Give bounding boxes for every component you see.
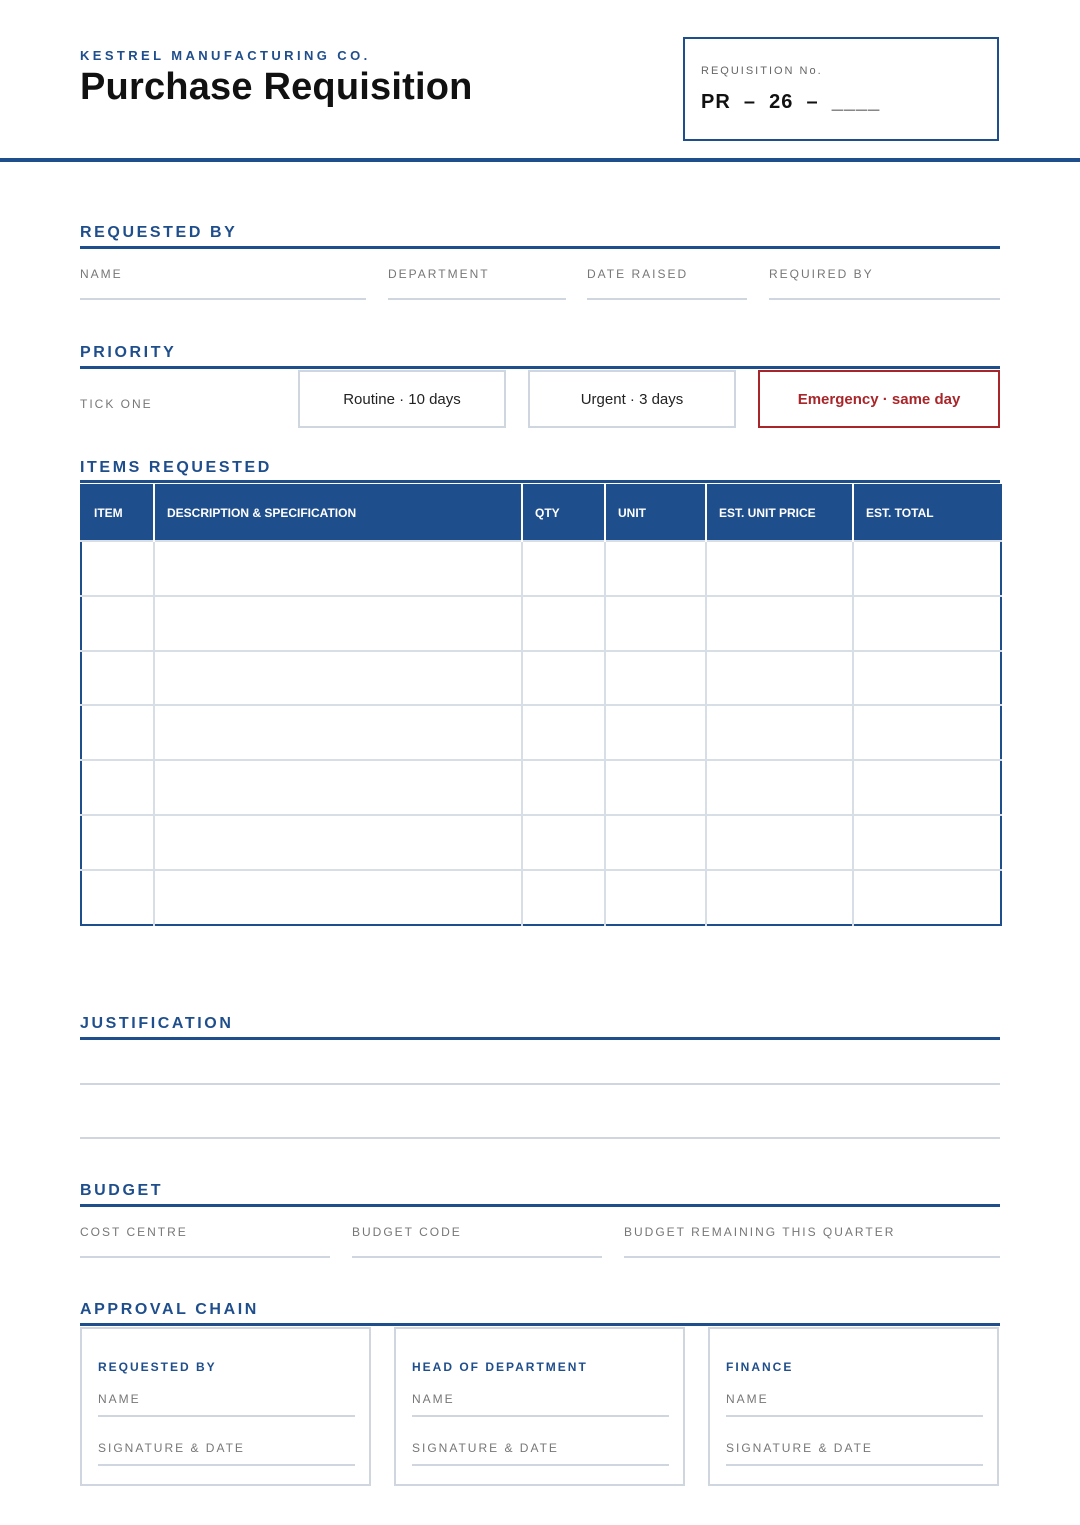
table-row xyxy=(81,651,1001,706)
table-cell[interactable] xyxy=(522,596,605,651)
table-cell[interactable] xyxy=(853,651,1001,706)
column-header-item: ITEM xyxy=(81,485,154,541)
approval-card-title: HEAD OF DEPARTMENT xyxy=(412,1360,588,1374)
approval-signature-label: SIGNATURE & DATE xyxy=(98,1441,245,1455)
requisition-number-box xyxy=(683,37,999,141)
column-header-qty: QTY xyxy=(522,485,605,541)
table-row xyxy=(81,760,1001,815)
column-header-unit-price: EST. UNIT PRICE xyxy=(706,485,853,541)
approval-card-title: REQUESTED BY xyxy=(98,1360,217,1374)
section-title-justification: JUSTIFICATION xyxy=(80,1015,234,1032)
priority-routine-option[interactable]: Routine · 10 days xyxy=(298,370,506,428)
required-by-field[interactable] xyxy=(769,298,1000,300)
table-cell[interactable] xyxy=(853,541,1001,596)
table-cell[interactable] xyxy=(605,760,706,815)
tick-one-label: TICK ONE xyxy=(80,397,153,411)
table-cell[interactable] xyxy=(605,596,706,651)
table-cell[interactable] xyxy=(81,541,154,596)
department-label: DEPARTMENT xyxy=(388,267,490,281)
approval-name-label: NAME xyxy=(726,1392,769,1406)
section-rule xyxy=(80,1037,1000,1040)
approval-name-field[interactable] xyxy=(412,1415,669,1417)
table-cell[interactable] xyxy=(81,705,154,760)
table-row xyxy=(81,541,1001,596)
approval-name-field[interactable] xyxy=(726,1415,983,1417)
table-cell[interactable] xyxy=(154,651,522,706)
table-cell[interactable] xyxy=(154,541,522,596)
approval-signature-field[interactable] xyxy=(412,1464,669,1466)
table-header-row xyxy=(81,485,1001,541)
table-cell[interactable] xyxy=(853,596,1001,651)
table-cell[interactable] xyxy=(706,815,853,870)
table-row xyxy=(81,596,1001,651)
name-field[interactable] xyxy=(80,298,366,300)
table-cell[interactable] xyxy=(522,760,605,815)
page-title: Purchase Requisition xyxy=(80,66,473,108)
table-cell[interactable] xyxy=(81,815,154,870)
approval-name-field[interactable] xyxy=(98,1415,355,1417)
approval-name-label: NAME xyxy=(412,1392,455,1406)
required-by-label: REQUIRED BY xyxy=(769,267,874,281)
section-rule xyxy=(80,480,1000,483)
requisition-number-value[interactable]: PR – 26 – ____ xyxy=(701,91,881,113)
table-cell[interactable] xyxy=(81,760,154,815)
section-rule xyxy=(80,1323,1000,1326)
section-title-requested-by: REQUESTED BY xyxy=(80,224,238,241)
table-cell[interactable] xyxy=(522,870,605,925)
table-cell[interactable] xyxy=(522,815,605,870)
approval-signature-field[interactable] xyxy=(98,1464,355,1466)
department-field[interactable] xyxy=(388,298,566,300)
cost-centre-label: COST CENTRE xyxy=(80,1225,188,1239)
approval-signature-field[interactable] xyxy=(726,1464,983,1466)
justification-line-2[interactable] xyxy=(80,1137,1000,1139)
approval-signature-label: SIGNATURE & DATE xyxy=(726,1441,873,1455)
cost-centre-field[interactable] xyxy=(80,1256,330,1258)
table-row xyxy=(81,705,1001,760)
items-table xyxy=(80,484,1002,926)
table-cell[interactable] xyxy=(605,870,706,925)
table-cell[interactable] xyxy=(605,815,706,870)
column-header-description: DESCRIPTION & SPECIFICATION xyxy=(154,485,522,541)
table-cell[interactable] xyxy=(706,760,853,815)
table-cell[interactable] xyxy=(522,705,605,760)
company-name: KESTREL MANUFACTURING CO. xyxy=(80,48,371,63)
table-cell[interactable] xyxy=(605,651,706,706)
justification-line-1[interactable] xyxy=(80,1083,1000,1085)
table-row xyxy=(81,815,1001,870)
requisition-number-label: REQUISITION No. xyxy=(701,65,823,77)
table-cell[interactable] xyxy=(706,870,853,925)
section-title-budget: BUDGET xyxy=(80,1182,164,1199)
budget-code-field[interactable] xyxy=(352,1256,602,1258)
date-raised-label: DATE RAISED xyxy=(587,267,689,281)
table-cell[interactable] xyxy=(154,596,522,651)
section-title-items: ITEMS REQUESTED xyxy=(80,459,272,476)
section-rule xyxy=(80,1204,1000,1207)
approval-card-requester xyxy=(80,1327,371,1486)
table-cell[interactable] xyxy=(522,651,605,706)
table-cell[interactable] xyxy=(605,541,706,596)
table-row xyxy=(81,870,1001,925)
approval-card-title: FINANCE xyxy=(726,1360,794,1374)
priority-urgent-option[interactable]: Urgent · 3 days xyxy=(528,370,736,428)
approval-signature-label: SIGNATURE & DATE xyxy=(412,1441,559,1455)
table-cell[interactable] xyxy=(605,705,706,760)
table-cell[interactable] xyxy=(81,870,154,925)
table-cell[interactable] xyxy=(154,760,522,815)
table-cell[interactable] xyxy=(706,541,853,596)
table-cell[interactable] xyxy=(706,596,853,651)
section-title-approval: APPROVAL CHAIN xyxy=(80,1301,259,1318)
approval-card-finance xyxy=(708,1327,999,1486)
budget-code-label: BUDGET CODE xyxy=(352,1225,462,1239)
table-cell[interactable] xyxy=(706,651,853,706)
approval-card-head-of-department xyxy=(394,1327,685,1486)
column-header-total: EST. TOTAL xyxy=(853,485,1001,541)
approval-name-label: NAME xyxy=(98,1392,141,1406)
section-rule xyxy=(80,246,1000,249)
column-header-unit: UNIT xyxy=(605,485,706,541)
table-cell[interactable] xyxy=(853,870,1001,925)
table-cell[interactable] xyxy=(853,815,1001,870)
table-cell[interactable] xyxy=(853,760,1001,815)
table-cell[interactable] xyxy=(522,541,605,596)
section-title-priority: PRIORITY xyxy=(80,344,177,361)
table-cell[interactable] xyxy=(154,870,522,925)
table-cell[interactable] xyxy=(81,596,154,651)
header-divider xyxy=(0,158,1080,162)
table-cell[interactable] xyxy=(154,815,522,870)
section-rule xyxy=(80,366,1000,369)
name-label: NAME xyxy=(80,267,123,281)
table-cell[interactable] xyxy=(154,705,522,760)
date-raised-field[interactable] xyxy=(587,298,747,300)
table-cell[interactable] xyxy=(706,705,853,760)
priority-emergency-option[interactable]: Emergency · same day xyxy=(758,370,1000,428)
budget-remaining-label: BUDGET REMAINING THIS QUARTER xyxy=(624,1225,896,1239)
table-cell[interactable] xyxy=(853,705,1001,760)
table-cell[interactable] xyxy=(81,651,154,706)
budget-remaining-field[interactable] xyxy=(624,1256,1000,1258)
